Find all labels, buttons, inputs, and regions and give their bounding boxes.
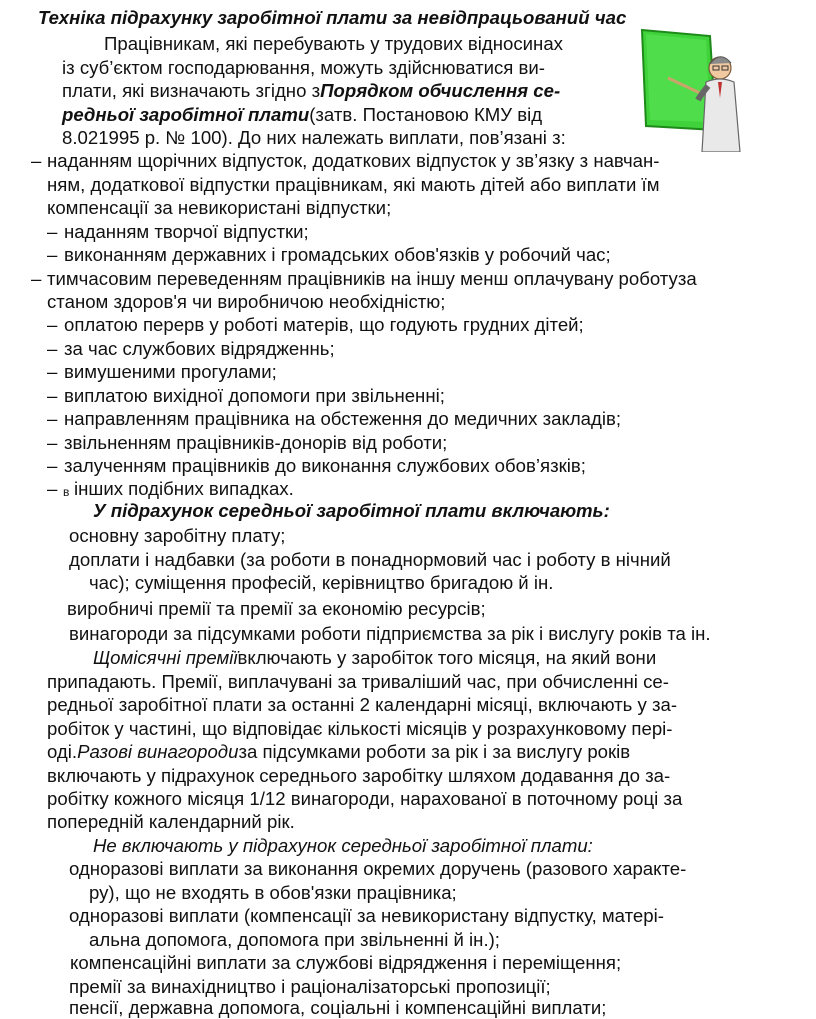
list-item: – вимушеними прогулами; — [47, 361, 277, 383]
dash-marker: – — [31, 150, 42, 172]
dash-marker: – — [47, 408, 58, 430]
order-title: Порядком обчислення се- — [320, 80, 561, 102]
paragraph-line: робітку кожного місяця 1/12 винагороди, нарахованої в поточному році за — [47, 788, 683, 810]
intro-line: плати, які визначають згідно зПорядком обчислення се- — [62, 80, 561, 102]
list-item: – оплатою перерв у роботі матерів, що годують грудних дітей; — [47, 314, 584, 336]
list-item: – в інших подібних випадках. — [47, 478, 294, 500]
list-item: – тимчасовим переведенням працівників на іншу менш оплачувану роботуза — [31, 267, 697, 289]
intro-line: редньої заробітної плати(затв. Постановою КМУ від — [62, 103, 543, 125]
list-item: компенсаційні виплати за службові відрядження і переміщення; — [70, 952, 622, 974]
list-item: виробничі премії та премії за економію ресурсів; — [67, 597, 486, 619]
intro-line: із суб’єктом господарювання, можуть здійснюватися ви- — [62, 56, 545, 78]
paragraph-line: робіток у частині, що відповідає кількості місяців у розрахунковому пері- — [47, 717, 673, 739]
paragraph-line: Щомісячні преміївключають у заробіток того місяця, на який вони — [93, 647, 657, 669]
term-emphasis: Щомісячні премії — [93, 647, 238, 669]
list-item-continuation: ням, додаткової відпустки працівникам, які мають дітей або виплати їм — [47, 173, 660, 195]
section-heading: Не включають у підрахунок середньої заробітної плати: — [93, 834, 593, 856]
page-title: Техніка підрахунку заробітної плати за невідпрацьований час — [38, 6, 627, 28]
list-item: – направленням працівника на обстеження до медичних закладів; — [47, 408, 622, 430]
dash-marker: – — [47, 431, 58, 453]
list-item-continuation: альна допомога, допомога при звільненні й ін.); — [89, 928, 500, 950]
dash-marker: – — [31, 267, 42, 289]
dash-marker: – — [47, 314, 58, 336]
list-item: – за час службових відрядженнь; — [47, 337, 335, 359]
dash-marker: – — [47, 361, 58, 383]
list-item-continuation: станом здоров'я чи виробничою необхідністю; — [47, 290, 446, 312]
list-item: доплати і надбавки (за роботи в понаднормовий час і роботу в нічний — [69, 548, 671, 570]
paragraph-line: редньої заробітної плати за останні 2 календарні місяці, включають у за- — [47, 694, 678, 716]
list-item: – виконанням державних і громадських обов'язків у робочий час; — [47, 244, 611, 266]
dash-marker: – — [47, 244, 58, 266]
paragraph-line: оді.Разові винагородиза підсумками роботи за рік і за вислугу років — [47, 741, 631, 763]
intro-line: Працівникам, які перебувають у трудових відносинах — [104, 33, 563, 55]
intro-line: 8.021995 р. № 100). До них належать виплати, пов’язані з: — [62, 126, 566, 148]
paragraph-line: припадають. Премії, виплачувані за триваліший час, при обчисленні се- — [47, 670, 669, 692]
dash-marker: – — [47, 337, 58, 359]
list-item-continuation: ру), що не входять в обов'язки працівника; — [89, 881, 457, 903]
term-emphasis: Разові винагороди — [77, 741, 239, 763]
dash-marker: – — [47, 455, 58, 477]
paragraph-line: включають у підрахунок середнього заробітку шляхом додавання до за- — [47, 764, 671, 786]
list-item-continuation: компенсації за невикористані відпустки; — [47, 197, 392, 219]
dash-marker: – — [47, 384, 58, 406]
dash-marker: – — [47, 220, 58, 242]
list-item: пенсії, державна допомога, соціальні і компенсаційні виплати; — [69, 997, 607, 1018]
list-item-continuation: час); суміщення професій, керівництво бригадою й ін. — [89, 572, 554, 594]
list-item: – звільненням працівників-донорів від роботи; — [47, 431, 448, 453]
list-item: одноразові виплати за виконання окремих доручень (разового характе- — [69, 858, 687, 880]
list-item: одноразові виплати (компенсації за невикористану відпустку, матері- — [69, 905, 664, 927]
section-heading: У підрахунок середньої заробітної плати включають: — [93, 499, 610, 521]
list-item: – наданням щорічних відпусток, додаткових відпусток у зв’язку з навчан- — [31, 150, 660, 172]
paragraph-line: попередній календарний рік. — [47, 811, 295, 833]
list-item: премії за винахідництво і раціоналізаторські пропозиції; — [69, 975, 551, 997]
list-item: – залученням працівників до виконання службових обов’язків; — [47, 455, 586, 477]
dash-marker: – — [47, 478, 58, 500]
list-item: основну заробітну плату; — [69, 525, 286, 547]
list-item: – виплатою вихідної допомоги при звільненні; — [47, 384, 445, 406]
order-title: редньої заробітної плати — [62, 103, 310, 125]
list-item: винагороди за підсумками роботи підприємства за рік і вислугу років та ін. — [69, 623, 711, 644]
list-item: – наданням творчої відпустки; — [47, 220, 309, 242]
